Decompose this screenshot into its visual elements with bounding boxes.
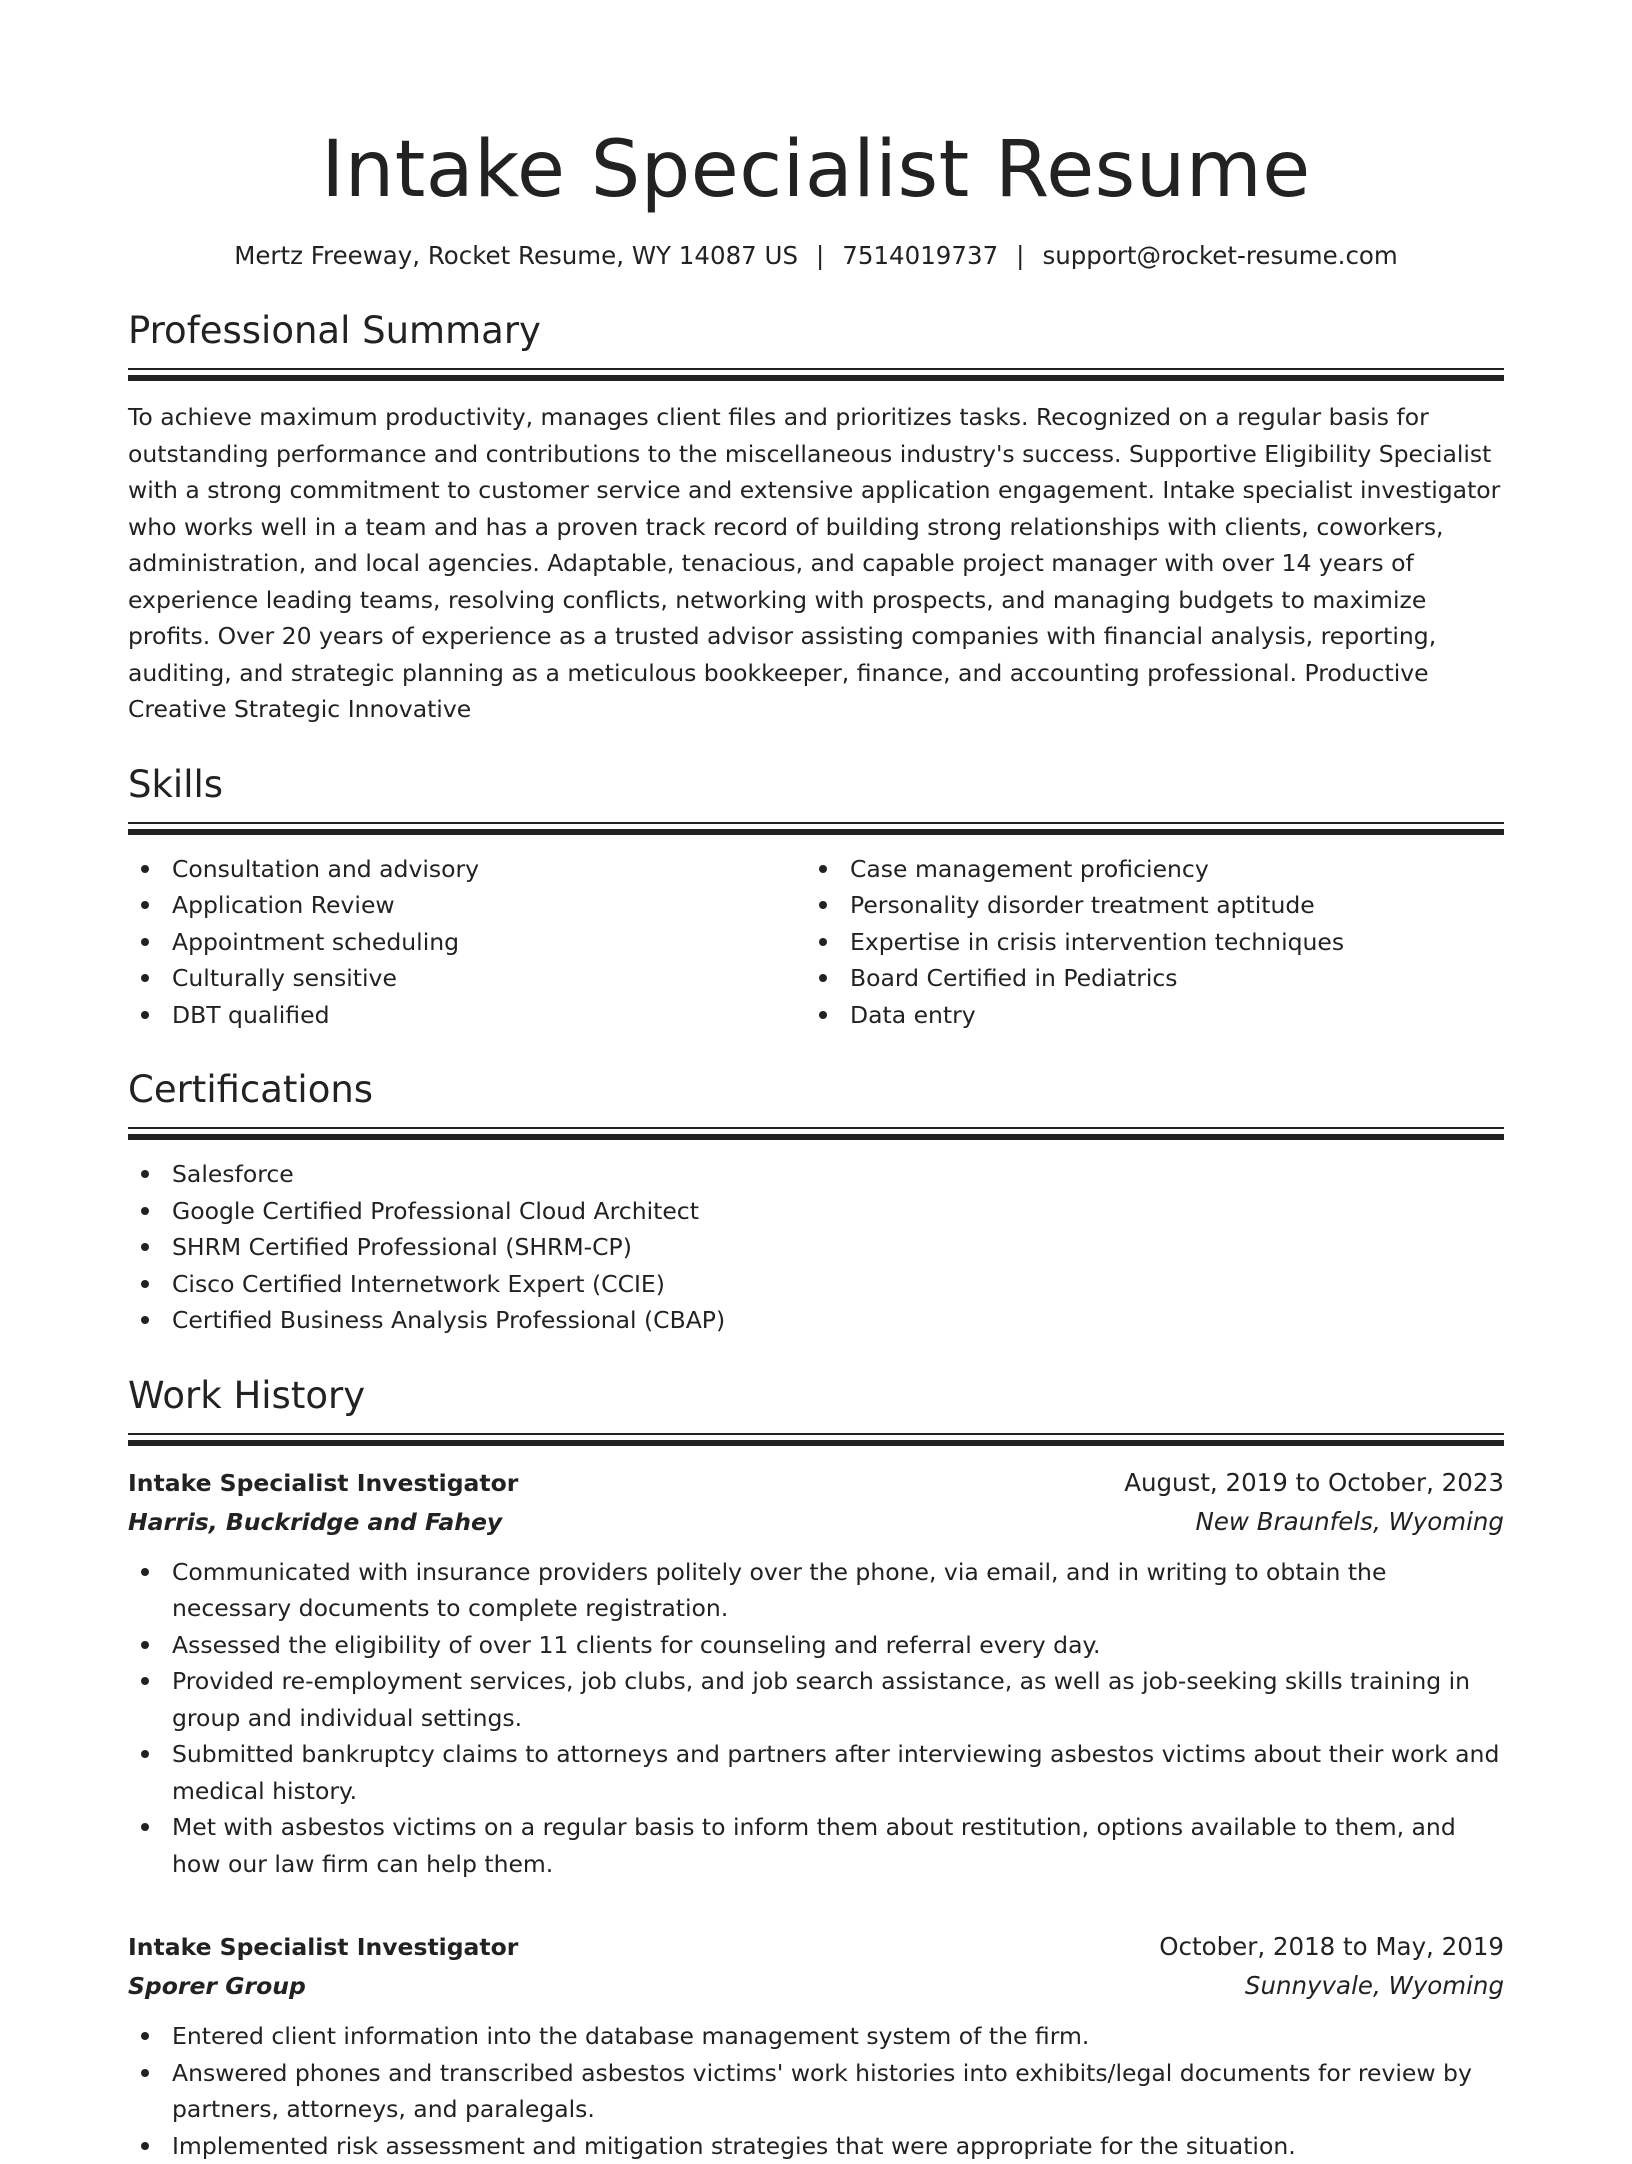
certification-item: Certified Business Analysis Professional (CBAP) <box>128 1302 1504 1339</box>
section-divider <box>128 829 1504 835</box>
contact-separator: | <box>798 238 842 274</box>
skills-list-right <box>806 851 1484 1034</box>
job-entry <box>128 1464 1504 1883</box>
work-history-heading: Work History <box>128 1373 1504 1419</box>
certification-item: Salesforce <box>128 1156 1504 1193</box>
job-dates: October, 2018 to May, 2019 <box>1159 1928 1504 1966</box>
certifications-heading: Certifications <box>128 1067 1504 1113</box>
job-bullet: Communicated with insurance providers politely over the phone, via email, and in writing to obtain the necessary documents to complete registration. <box>128 1554 1504 1627</box>
job-location: New Braunfels, Wyoming <box>1196 1502 1505 1542</box>
job-company: Harris, Buckridge and Fahey <box>128 1502 502 1542</box>
certification-item: SHRM Certified Professional (SHRM-CP) <box>128 1229 1504 1266</box>
resume-title: Intake Specialist Resume <box>128 120 1504 220</box>
contact-line <box>128 238 1504 274</box>
summary-text: To achieve maximum productivity, manages client files and prioritizes tasks. Recognized on a regular basis for outstanding performance and contributions to the miscellaneous industry's success. Supportive Eligibility Specialist with a strong commitment to customer service and extensive application engagement. Intake specialist investigator who works well in a team and has a proven track record of building strong relationships with clients, coworkers, administration, and local agencies. Adaptable, tenacious, and capable project manager with over 14 years of experience leading teams, resolving conflicts, networking with prospects, and managing budgets to maximize profits. Over 20 years of experience as a trusted advisor assisting companies with financial analysis, reporting, auditing, and strategic planning as a meticulous bookkeeper, finance, and accounting professional. Productive Creative Strategic Innovative <box>128 399 1504 728</box>
work-history-section <box>128 1373 1504 2164</box>
job-bullets <box>128 2018 1504 2164</box>
certification-item: Google Certified Professional Cloud Architect <box>128 1193 1504 1230</box>
summary-section <box>128 308 1504 728</box>
job-bullet: Submitted bankruptcy claims to attorneys and partners after interviewing asbestos victims about their work and medical history. <box>128 1736 1504 1809</box>
certifications-list <box>128 1156 1504 1339</box>
certification-item: Cisco Certified Internetwork Expert (CCIE) <box>128 1266 1504 1303</box>
job-dates: August, 2019 to October, 2023 <box>1124 1464 1504 1502</box>
skills-columns <box>128 851 1504 1034</box>
job-bullet: Entered client information into the database management system of the firm. <box>128 2018 1504 2055</box>
job-entry <box>128 1928 1504 2164</box>
job-company-row <box>128 1966 1504 2006</box>
job-company-row <box>128 1502 1504 1542</box>
job-title: Intake Specialist Investigator <box>128 1928 518 1966</box>
job-title: Intake Specialist Investigator <box>128 1464 518 1502</box>
section-divider <box>128 822 1504 824</box>
section-divider <box>128 1433 1504 1435</box>
skill-item: DBT qualified <box>128 997 806 1034</box>
skill-item: Appointment scheduling <box>128 924 806 961</box>
job-bullet: Answered phones and transcribed asbestos victims' work histories into exhibits/legal documents for review by partners, attorneys, and paralegals. <box>128 2055 1504 2128</box>
contact-address: Mertz Freeway, Rocket Resume, WY 14087 US <box>234 241 798 270</box>
section-divider <box>128 368 1504 370</box>
job-company: Sporer Group <box>128 1966 306 2006</box>
job-bullet: Provided re-employment services, job clubs, and job search assistance, as well as job-seeking skills training in group and individual settings. <box>128 1663 1504 1736</box>
skill-item: Application Review <box>128 887 806 924</box>
skill-item: Expertise in crisis intervention techniques <box>806 924 1484 961</box>
job-header-row <box>128 1928 1504 1966</box>
job-bullets <box>128 1554 1504 1883</box>
contact-email: support@rocket-resume.com <box>1042 241 1397 270</box>
skill-item: Personality disorder treatment aptitude <box>806 887 1484 924</box>
job-location: Sunnyvale, Wyoming <box>1245 1966 1504 2006</box>
skill-item: Consultation and advisory <box>128 851 806 888</box>
job-bullet: Implemented risk assessment and mitigation strategies that were appropriate for the situation. <box>128 2128 1504 2164</box>
job-bullet: Met with asbestos victims on a regular basis to inform them about restitution, options available to them, and how our law firm can help them. <box>128 1809 1504 1882</box>
summary-heading: Professional Summary <box>128 308 1504 354</box>
skill-item: Data entry <box>806 997 1484 1034</box>
job-bullet: Assessed the eligibility of over 11 clients for counseling and referral every day. <box>128 1627 1504 1664</box>
skills-heading: Skills <box>128 762 1504 808</box>
certifications-section <box>128 1067 1504 1339</box>
job-header-row <box>128 1464 1504 1502</box>
resume-content <box>128 120 1504 2164</box>
contact-phone: 7514019737 <box>842 241 998 270</box>
section-divider <box>128 1134 1504 1140</box>
skills-section <box>128 762 1504 1034</box>
contact-separator: | <box>998 238 1042 274</box>
skill-item: Case management proficiency <box>806 851 1484 888</box>
section-divider <box>128 1440 1504 1446</box>
skill-item: Board Certified in Pediatrics <box>806 960 1484 997</box>
skills-list-left <box>128 851 806 1034</box>
section-divider <box>128 375 1504 381</box>
skill-item: Culturally sensitive <box>128 960 806 997</box>
section-divider <box>128 1127 1504 1129</box>
